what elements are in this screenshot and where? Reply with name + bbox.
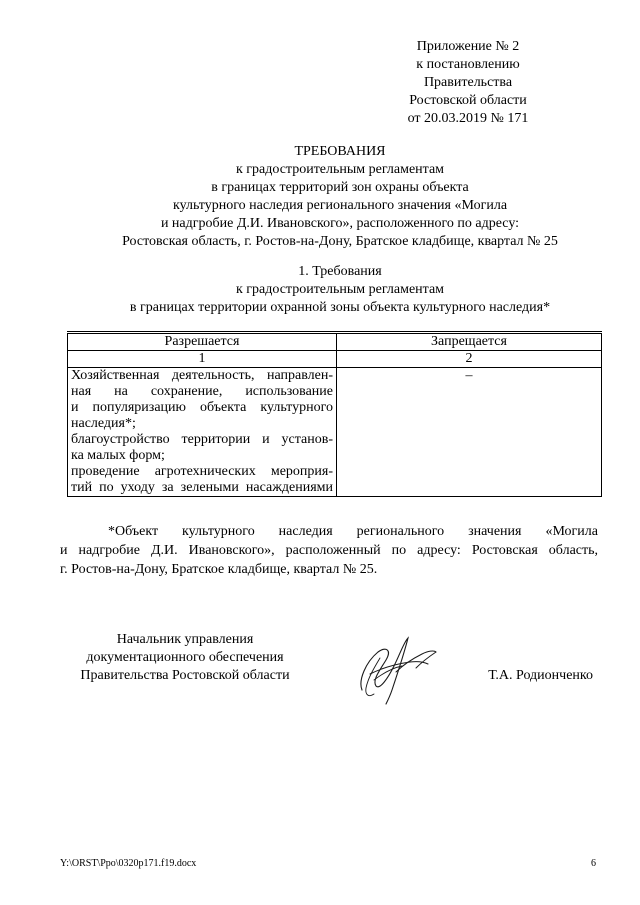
title-heading: ТРЕБОВАНИЯ xyxy=(294,144,386,159)
footnote-line: *Объект культурного наследия регионального значения «Могила xyxy=(108,524,598,539)
section-line: к градостроительным регламентам xyxy=(235,282,445,297)
allowed-line: ка малых форм; xyxy=(71,448,165,463)
footer-file-path: Y:\ORST\Ppo\0320p171.f19.docx xyxy=(60,858,197,869)
allowed-line: ная на сохранение, использование xyxy=(71,384,333,399)
footnote-line: и надгробие Д.И. Ивановского», расположенный по адресу: Ростовская область, xyxy=(60,543,598,558)
allowed-line: благоустройство территории и установ- xyxy=(71,432,333,447)
allowed-line: Хозяйственная деятельность, направлен- xyxy=(71,368,333,383)
section-line: 1. Требования xyxy=(298,264,382,279)
table-row xyxy=(68,368,602,497)
allowed-line: наследия*; xyxy=(71,416,136,431)
signer-position-line: Начальник управления xyxy=(116,632,254,647)
footnote-line: г. Ростов-на-Дону, Братское кладбище, квартал № 25. xyxy=(60,562,378,577)
title-line: в границах территорий зон охраны объекта xyxy=(211,180,469,195)
appendix-header xyxy=(368,38,568,128)
requirements-table xyxy=(67,331,602,497)
appendix-line: Правительства xyxy=(423,75,513,90)
signer-position-line: документационного обеспечения xyxy=(86,650,284,665)
signer-position-line: Правительства Ростовской области xyxy=(80,668,290,683)
page-number: 6 xyxy=(591,858,596,869)
signer-name: Т.А. Родионченко xyxy=(488,668,593,683)
column-number-1: 1 xyxy=(68,351,337,368)
footnote xyxy=(60,522,598,579)
handwritten-signature xyxy=(352,628,442,708)
appendix-line: Ростовской области xyxy=(409,93,527,108)
section-line: в границах территории охранной зоны объекта культурного наследия* xyxy=(129,300,551,315)
section-heading xyxy=(60,263,620,317)
allowed-line: проведение агротехнических мероприя- xyxy=(71,464,333,479)
document-title xyxy=(60,143,620,251)
header-allowed: Разрешается xyxy=(68,333,337,351)
title-line: к градостроительным регламентам xyxy=(235,162,445,177)
signer-position xyxy=(60,631,310,685)
title-line: культурного наследия регионального значения «Могила xyxy=(172,198,508,213)
forbidden-cell: – xyxy=(337,368,602,497)
appendix-line: Приложение № 2 xyxy=(416,39,520,54)
title-line: Ростовская область, г. Ростов-на-Дону, Братское кладбище, квартал № 25 xyxy=(122,234,558,249)
table-number-row xyxy=(68,351,602,368)
allowed-line: тий по уходу за зелеными насаждениями xyxy=(71,480,333,495)
allowed-line: и популяризацию объекта культурного xyxy=(71,400,333,415)
appendix-line: от 20.03.2019 № 171 xyxy=(407,111,529,126)
title-line: и надгробие Д.И. Ивановского», расположенного по адресу: xyxy=(160,216,520,231)
header-forbidden: Запрещается xyxy=(337,333,602,351)
table-header-row xyxy=(68,333,602,351)
column-number-2: 2 xyxy=(337,351,602,368)
appendix-line: к постановлению xyxy=(416,57,520,72)
allowed-cell xyxy=(68,368,337,497)
